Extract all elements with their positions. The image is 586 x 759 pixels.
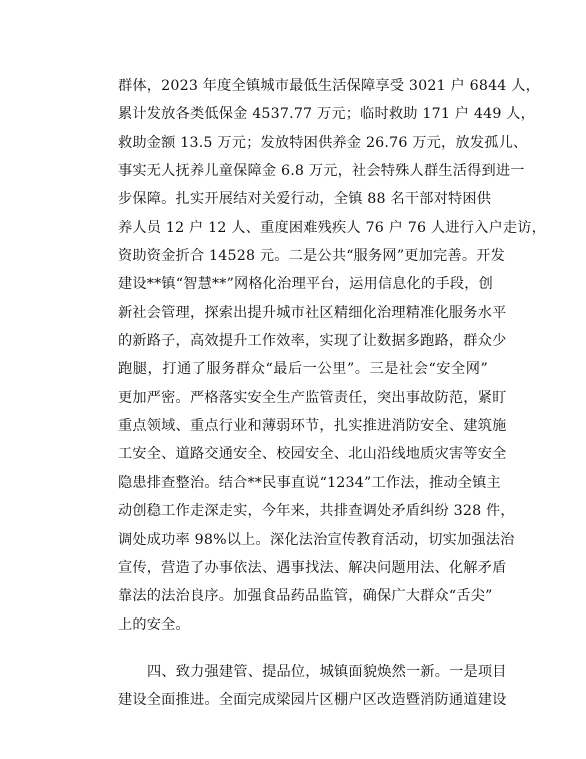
paragraph-1-line-9: 新社会管理，探索出提升城市社区精细化治理精准化服务水平 [118, 304, 507, 321]
paragraph-1-line-19: 靠法的法治良序。加强食品药品监管，确保广大群众“舌尖” [118, 588, 493, 605]
paragraph-1-line-6: 养人员 12 户 12 人、重度困难残疾人 76 户 76 人进行入户走访， [118, 219, 547, 236]
paragraph-2-line-2: 建设全面推进。全面完成梁园片区棚户区改造暨消防通道建设 [118, 692, 507, 709]
paragraph-1-line-20: 上的安全。 [118, 616, 190, 633]
paragraph-1-line-3: 救助金额 13.5 万元；发放特困供养金 26.76 万元，放发孤儿、 [118, 134, 528, 151]
paragraph-1-line-10: 的新路子，高效提升工作效率，实现了让数据多跑路，群众少 [118, 333, 507, 350]
paragraph-2-line-1: 四、致力强建管、提品位，城镇面貌焕然一新。一是项目 [147, 663, 507, 680]
paragraph-1-line-13: 重点领域、重点行业和薄弱环节，扎实推进消防安全、建筑施 [118, 418, 507, 435]
document-body [118, 72, 547, 715]
paragraph-1-line-17: 调处成功率 98%以上。深化法治宣传教育活动，切实加强法治 [118, 531, 515, 548]
paragraph-1-line-8: 建设**镇“智慧**”网格化治理平台，运用信息化的手段，创 [118, 276, 493, 293]
paragraph-1-line-12: 更加严密。严格落实安全生产监管责任，突出事故防范，紧盯 [118, 389, 507, 406]
paragraph-1-line-18: 宣传，营造了办事依法、遇事找法、解决问题用法、化解矛盾 [118, 559, 507, 576]
paragraph-1-line-4: 事实无人抚养儿童保障金 6.8 万元，社会特殊人群生活得到进一 [118, 163, 525, 180]
paragraph-1-line-16: 动创稳工作走深走实，今年来，共排查调处矛盾纠纷 328 件， [118, 503, 515, 520]
paragraph-1-line-14: 工安全、道路交通安全、校园安全、北山沿线地质灾害等安全 [118, 446, 507, 463]
paragraph-gap [118, 639, 488, 658]
paragraph-1-line-7: 资助资金折合 14528 元。二是公共“服务网”更加完善。开发 [118, 248, 505, 265]
paragraph-1-line-1: 群体，2023 年度全镇城市最低生活保障享受 3021 户 6844 人， [118, 78, 541, 94]
paragraph-1-line-2: 累计发放各类低保金 4537.77 万元；临时救助 171 户 449 人， [118, 106, 536, 123]
paragraph-1-line-15: 隐患排查整治。结合**民事直说“1234”工作法，推动全镇主 [118, 474, 501, 491]
paragraph-1-line-11: 跑腿，打通了服务群众“最后一公里”。三是社会“安全网” [118, 361, 488, 378]
paragraph-1-line-5: 步保障。扎实开展结对关爱行动，全镇 88 名干部对特困供 [118, 191, 492, 208]
